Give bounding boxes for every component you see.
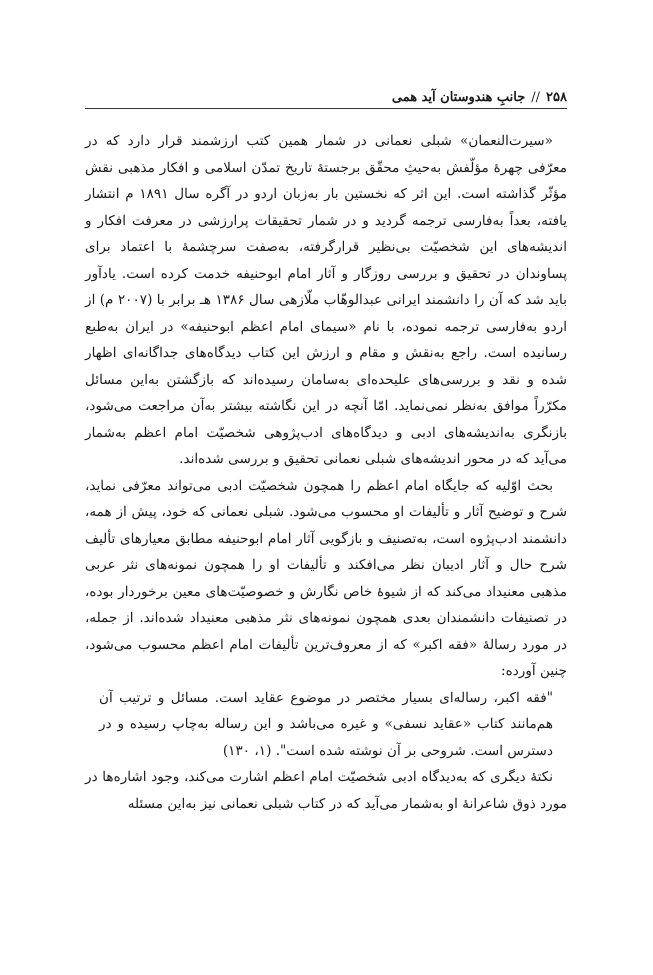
- paragraph: «سیرت‌النعمان» شبلی نعمانی در شمار همین کتب ارزشمند قرار دارد که در معرّفی چهرهٔ مؤلّفش به‌حیثِ محقّق برجستهٔ تاریخ تمدّن اسلامی و افکار مذهبی نقش مؤثّر گذاشته است. این اثر که نخستین بار به‌زبان اردو در آگره سال ۱۸۹۱ م انتشار یافته، بعداً به‌فارسی ترجمه گردید و در شمار تحقیقات پرارزشی در معرفت افکار و اندیشه‌های این شخصیّت بی‌نظیر قرارگرفته، به‌صفت سرچشمهٔ با اعتماد برای پساوندان در تحقیق و بررسی روزگار و آثار امام ابوحنیفه خدمت کرده است. یادآور باید شد که آن را دانشمند ایرانی عبدالوهّاب ملّازهی سال ۱۳۸۶ هـ برابر با (۲۰۰۷ م) از اردو به‌فارسی ترجمه نموده، با نام «سیمای امام اعظم ابوحنیفه» در ایران به‌طبع رسانیده است. راجع به‌نقش و مقام و ارزش این کتاب دیدگاه‌های جداگانه‌ای اظهار شده و نقد و بررسی‌های علیحده‌ای به‌سامان رسیده‌اند که بازگشتن به‌این مسائل مکرّراً موافق به‌نظر نمی‌نماید. امّا آنچه در این نگاشته بیشتر به‌آن مراجعت می‌شود، بازنگری به‌اندیشه‌های ادبی و دیدگاه‌های ادب‌پژوهی شخصیّت امام اعظم به‌شمار می‌آید که در محور اندیشه‌های شبلی نعمانی تحقیق و بررسی شده‌اند.: [85, 133, 567, 467]
- running-title: جانبِ هندوستان آید همی: [391, 90, 526, 105]
- header-separator: //: [531, 90, 541, 105]
- page-number: ۲۵۸: [546, 90, 567, 105]
- running-header: [85, 83, 567, 105]
- paragraph: بحث اوّلیه که جایگاه امام اعظم را همچون شخصیّت ادبی می‌تواند معرّفی نماید، شرح و توضیح آثار و تألیفات او محسوب می‌شود. شبلی نعمانی که خود، پیش از همه، دانشمند ادب‌پژوه است، به‌تصنیف و بازگویی آثار امام ابوحنیفه مطابق معیارهای تألیف شرح حال و آثار ادیبان نظر می‌افکند و تألیفات او را همچون نمونه‌های نثر عربی مذهبی معنیداد می‌کند که از شیوهٔ خاص نگارش و خصوصیّت‌های معین برخوردار بوده، در تصنیفات دانشمندان بعدی همچون نمونه‌های نثر مذهبی معنیداد شده‌اند. از جمله، در مورد رسالهٔ «فقه اکبر» که از معروف‌ترین تألیفات امام اعظم محسوب می‌شود، چنین آورده:: [85, 477, 567, 679]
- header-rule: [85, 108, 567, 109]
- body-text: [85, 128, 567, 817]
- block-quote: "فقه اکبر، رساله‌ای بسیار مختصر در موضوع عقاید است. مسائل و ترتیب آن هم‌مانند کتاب «عقاید نسفی» و غیره می‌باشد و این رساله به‌چاپ رسیده و در دسترس است. شروحی بر آن نوشته شده است". (۱، ۱۳۰): [99, 689, 553, 759]
- paragraph: نکتهٔ دیگری که به‌دیدگاه ادبی شخصیّت امام اعظم اشارت می‌کند، وجود اشاره‌ها در مورد ذوق شاعرانهٔ او به‌شمار می‌آید که در کتاب شبلی نعمانی نیز به‌این مسئله: [85, 769, 567, 812]
